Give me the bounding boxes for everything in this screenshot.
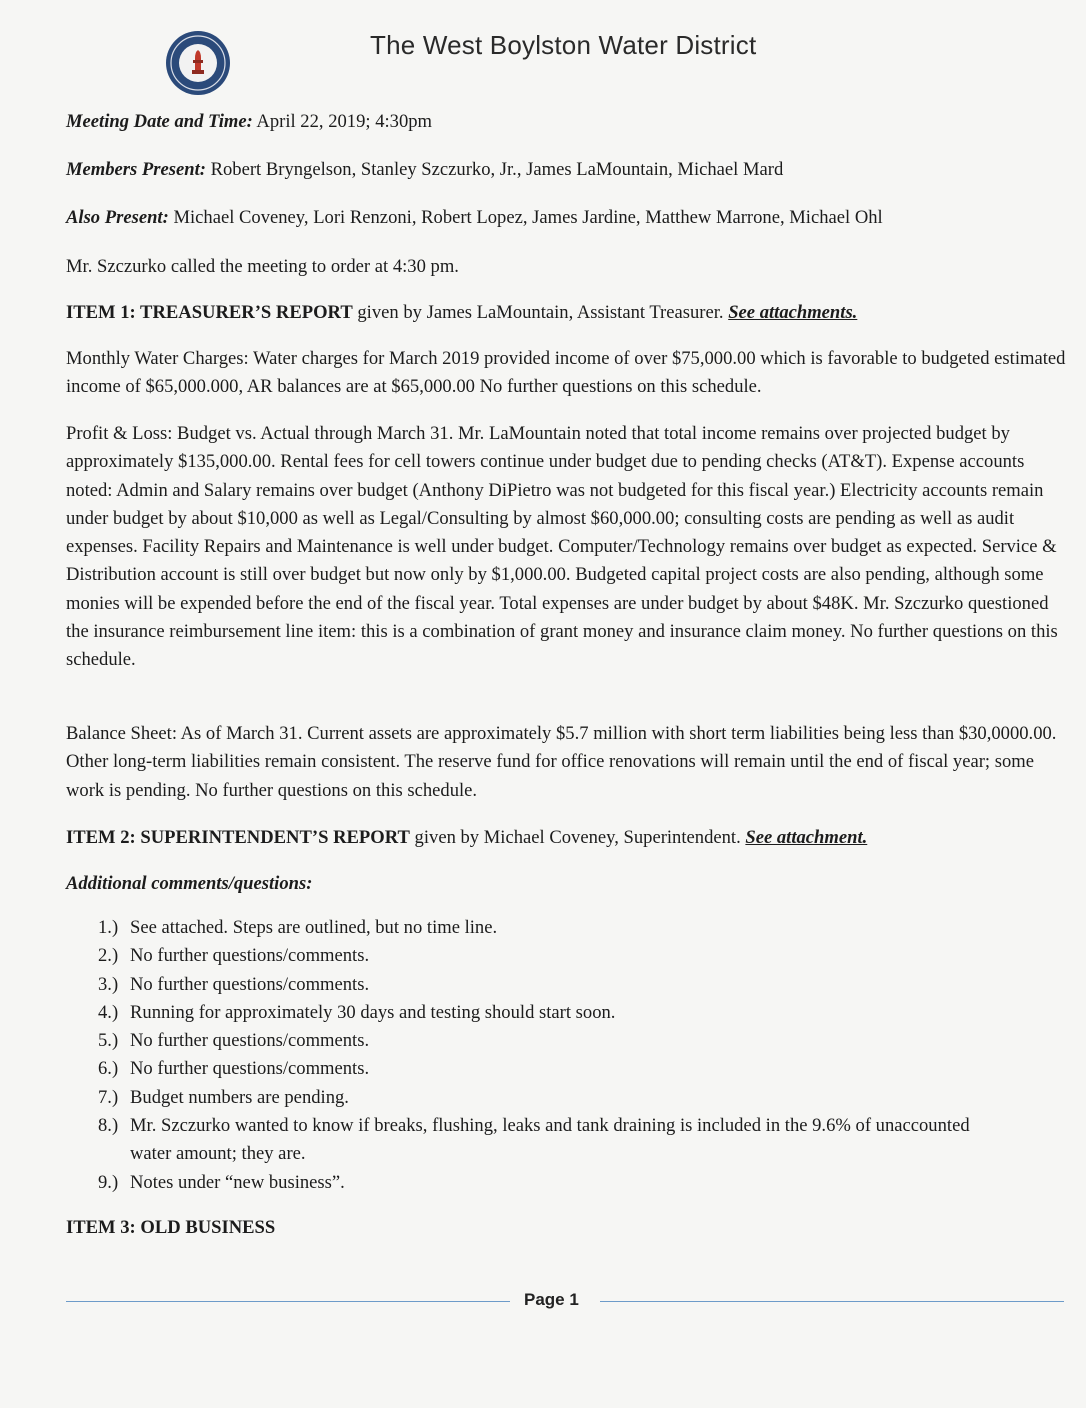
- meeting-date-value: April 22, 2019; 4:30pm: [252, 111, 433, 132]
- list-item: 3.) No further questions/comments.: [98, 973, 370, 995]
- list-item: 4.) Running for approximately 30 days and testing should start soon.: [98, 1001, 616, 1023]
- additional-comments-label: Additional comments/questions:: [66, 873, 313, 894]
- list-item: 1.) See attached. Steps are outlined, but no time line.: [98, 917, 498, 938]
- comments-list: [98, 914, 998, 1197]
- item1-heading: ITEM 1: TREASURER’S REPORT: [66, 302, 353, 323]
- item2-given-by: given by Michael Coveney, Superintendent.: [409, 827, 746, 848]
- also-present-label: Also Present:: [66, 207, 169, 228]
- list-item: 5.) No further questions/comments.: [98, 1030, 370, 1052]
- item2-heading: ITEM 2: SUPERINTENDENT’S REPORT: [66, 827, 410, 848]
- footer-divider-right: [600, 1301, 1064, 1302]
- members-present-label: Members Present:: [66, 159, 206, 180]
- members-present-line: [66, 156, 1066, 184]
- item1-water-charges-paragraph: Monthly Water Charges: Water charges for March 2019 provided income of over $75,000.00 which is favorable to budgeted estimated income of $65,000.000, AR balances are at $65,000.00 No further questions on this schedule.: [66, 348, 1066, 398]
- also-present-line: [66, 204, 1066, 232]
- members-present-value: Robert Bryngelson, Stanley Szczurko, Jr., James LaMountain, Michael Mard: [205, 159, 784, 180]
- list-item: 7.) Budget numbers are pending.: [98, 1086, 349, 1108]
- item1-heading-line: [66, 299, 1066, 327]
- item2-attachment-link[interactable]: See attachment.: [745, 827, 868, 848]
- item1-profit-loss-paragraph: Profit & Loss: Budget vs. Actual through March 31. Mr. LaMountain noted that total income remains over projected budget by approximately $135,000.00. Rental fees for cell towers continue under budget due to pending checks (AT&T). Expense accounts noted: Admin and Salary remains over budget (Anthony DiPietro was not budgeted for this fiscal year.) Electricity accounts remain under budget by about $10,000 as well as Legal/Consulting by almost $60,000.00; consulting costs are pending as well as audit expenses. Facility Repairs and Maintenance is well under budget. Computer/Technology remains over budget as expected. Service & Distribution account is still over budget but now only by $1,000.00. Budgeted capital project costs are also pending, although some monies will be expended before the end of the fiscal year. Total expenses are under budget by about $48K. Mr. Szczurko questioned the insurance reimbursement line item: this is a combination of grant money and insurance claim money. No further questions on this schedule.: [66, 423, 1058, 671]
- list-item: 6.) No further questions/comments.: [98, 1058, 370, 1080]
- call-to-order: Mr. Szczurko called the meeting to order at 4:30 pm.: [66, 256, 459, 277]
- list-item: 9.) Notes under “new business”.: [98, 1171, 345, 1193]
- water-district-seal-icon: [165, 30, 231, 96]
- item1-attachment-link[interactable]: See attachments.: [728, 302, 858, 323]
- page-number: Page 1: [524, 1290, 579, 1309]
- page-title: The West Boylston Water District: [370, 30, 757, 60]
- list-item: 2.) No further questions/comments.: [98, 945, 370, 967]
- item1-balance-sheet-paragraph: Balance Sheet: As of March 31. Current assets are approximately $5.7 million with short term liabilities being less than $30,0000.00. Other long-term liabilities remain consistent. The reserve fund for office renovations will remain until the end of fiscal year; some work is pending. No further questions on this schedule.: [66, 723, 1057, 801]
- list-item: 8.) Mr. Szczurko wanted to know if breaks, flushing, leaks and tank draining is included in the 9.6% of unaccounted water amount; they are.: [98, 1115, 970, 1165]
- item3-heading: ITEM 3: OLD BUSINESS: [66, 1217, 276, 1238]
- meeting-date-line: [66, 108, 1066, 136]
- also-present-value: Michael Coveney, Lori Renzoni, Robert Lopez, James Jardine, Matthew Marrone, Michael Ohl: [168, 207, 883, 228]
- meeting-date-label: Meeting Date and Time:: [66, 111, 253, 132]
- item1-given-by: given by James LaMountain, Assistant Treasurer.: [352, 302, 729, 323]
- item2-heading-line: [66, 824, 1066, 852]
- footer-divider-left: [66, 1301, 510, 1302]
